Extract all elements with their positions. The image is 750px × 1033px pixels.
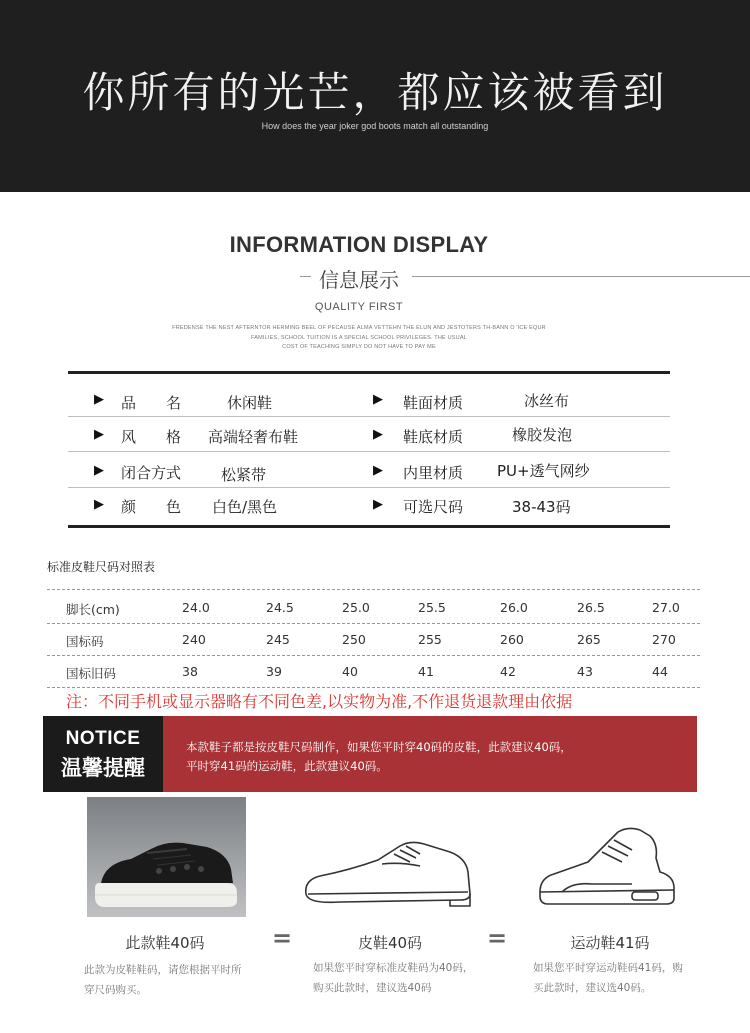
table-row-divider: [68, 416, 670, 417]
equals-sign-2: =: [487, 924, 508, 952]
table-row-divider: [68, 451, 670, 452]
info-value: 高端轻奢布鞋: [208, 428, 299, 446]
size-cell: 43: [577, 664, 593, 679]
size-table-rule: [47, 655, 700, 656]
bullet-triangle-icon: ▶: [94, 392, 104, 407]
sneaker-icon: [532, 822, 682, 918]
fine-print-2: FAMILIES, SCHOOL TUITION IS A SPECIAL SCHOOL PRIVILEGES. THE USUAL: [251, 335, 467, 341]
compare-label-sneaker: 运动鞋41码: [570, 934, 650, 952]
size-cell: 27.0: [652, 600, 680, 615]
equals-sign-1: =: [272, 924, 293, 952]
bullet-triangle-icon: ▶: [94, 463, 104, 478]
info-label: 颜 色: [121, 498, 182, 516]
size-cell: 255: [418, 632, 442, 647]
header-title: 你所有的光芒，都应该被看到: [82, 68, 668, 117]
bullet-triangle-icon: ▶: [373, 427, 383, 442]
notice-line-2: 平时穿41码的运动鞋，此款建议40码。: [186, 759, 388, 773]
size-cell: 42: [500, 664, 516, 679]
size-cell: 38: [182, 664, 198, 679]
size-row-label: 国标码: [66, 634, 104, 649]
info-subtitle: 信息展示: [0, 264, 718, 293]
size-table-caption: 标准皮鞋尺码对照表: [47, 560, 156, 574]
bullet-triangle-icon: ▶: [373, 497, 383, 512]
compare-label-this: 此款鞋40码: [125, 934, 205, 952]
size-table-rule: [47, 687, 700, 688]
info-label: 品 名: [121, 394, 182, 412]
size-cell: 40: [342, 664, 358, 679]
size-row-label: 脚长(cm): [66, 602, 120, 617]
info-label: 鞋底材质: [403, 428, 464, 446]
info-value: 松紧带: [221, 466, 267, 484]
size-cell: 26.5: [577, 600, 605, 615]
size-cell: 26.0: [500, 600, 528, 615]
bullet-triangle-icon: ▶: [373, 463, 383, 478]
notice-title-en: NOTICE: [65, 728, 141, 749]
table-bottom-rule: [68, 525, 670, 528]
info-label: 可选尺码: [403, 498, 464, 516]
info-value: PU+透气网纱: [497, 462, 590, 480]
info-value: 休闲鞋: [227, 394, 273, 412]
bullet-triangle-icon: ▶: [94, 497, 104, 512]
info-label: 鞋面材质: [403, 394, 464, 412]
notice-line-1: 本款鞋子都是按皮鞋尺码制作，如果您平时穿40码的皮鞋，此款建议40码，: [186, 740, 572, 754]
size-cell: 25.5: [418, 600, 446, 615]
size-cell: 260: [500, 632, 524, 647]
color-disclaimer: 注：不同手机或显示器略有不同色差,以实物为准,不作退货退款理由依据: [66, 692, 573, 711]
size-cell: 41: [418, 664, 434, 679]
compare-desc-dress: 如果您平时穿标准皮鞋码为40码， 购买此款时，建议选40码: [313, 962, 474, 994]
bullet-triangle-icon: ▶: [373, 392, 383, 407]
notice-text: [186, 738, 572, 776]
size-row-label: 国标旧码: [66, 666, 117, 681]
size-cell: 44: [652, 664, 668, 679]
size-cell: 245: [266, 632, 290, 647]
size-table-rule: [47, 623, 700, 624]
notice-title-cn: 温馨提醒: [61, 756, 145, 780]
size-table-rule: [47, 589, 700, 590]
dress-shoe-icon: [300, 836, 480, 916]
size-cell: 25.0: [342, 600, 370, 615]
info-label: 内里材质: [403, 464, 464, 482]
info-value: 橡胶发泡: [512, 426, 573, 444]
bullet-triangle-icon: ▶: [94, 427, 104, 442]
size-cell: 24.5: [266, 600, 294, 615]
compare-desc-sneaker: 如果您平时穿运动鞋码41码，购 买此款时，建议选40码。: [533, 962, 683, 994]
info-value: 冰丝布: [524, 392, 570, 410]
quality-first: QUALITY FIRST: [314, 301, 404, 313]
info-title: INFORMATION DISPLAY: [229, 232, 489, 257]
size-cell: 250: [342, 632, 366, 647]
compare-desc-this: 此款为皮鞋鞋码，请您根据平时所 穿尺码购买。: [84, 964, 242, 996]
fine-print-1: FREDENSE THE NEST AFTERNTOR HERMING BEEL OF PECAUSE ALMA VETTEHN THE ELUN AND JESTOTERS TH-BANN O 'ICE EQUR: [172, 325, 546, 331]
size-cell: 24.0: [182, 600, 210, 615]
info-label: 闭合方式: [121, 464, 182, 482]
size-cell: 270: [652, 632, 676, 647]
info-value: 38-43码: [512, 498, 571, 516]
info-value: 白色/黑色: [212, 498, 278, 516]
size-cell: 39: [266, 664, 282, 679]
info-label: 风 格: [121, 428, 182, 446]
size-cell: 240: [182, 632, 206, 647]
compare-label-dress: 皮鞋40码: [357, 934, 423, 952]
table-top-rule: [68, 371, 670, 374]
table-row-divider: [68, 487, 670, 488]
fine-print-3: COST OF TEACHING SIMPLY DO NOT HAVE TO PAY ME: [282, 344, 436, 350]
size-cell: 265: [577, 632, 601, 647]
header-subtitle: How does the year joker god boots match all outstanding: [261, 121, 489, 131]
product-photo: [87, 797, 246, 917]
